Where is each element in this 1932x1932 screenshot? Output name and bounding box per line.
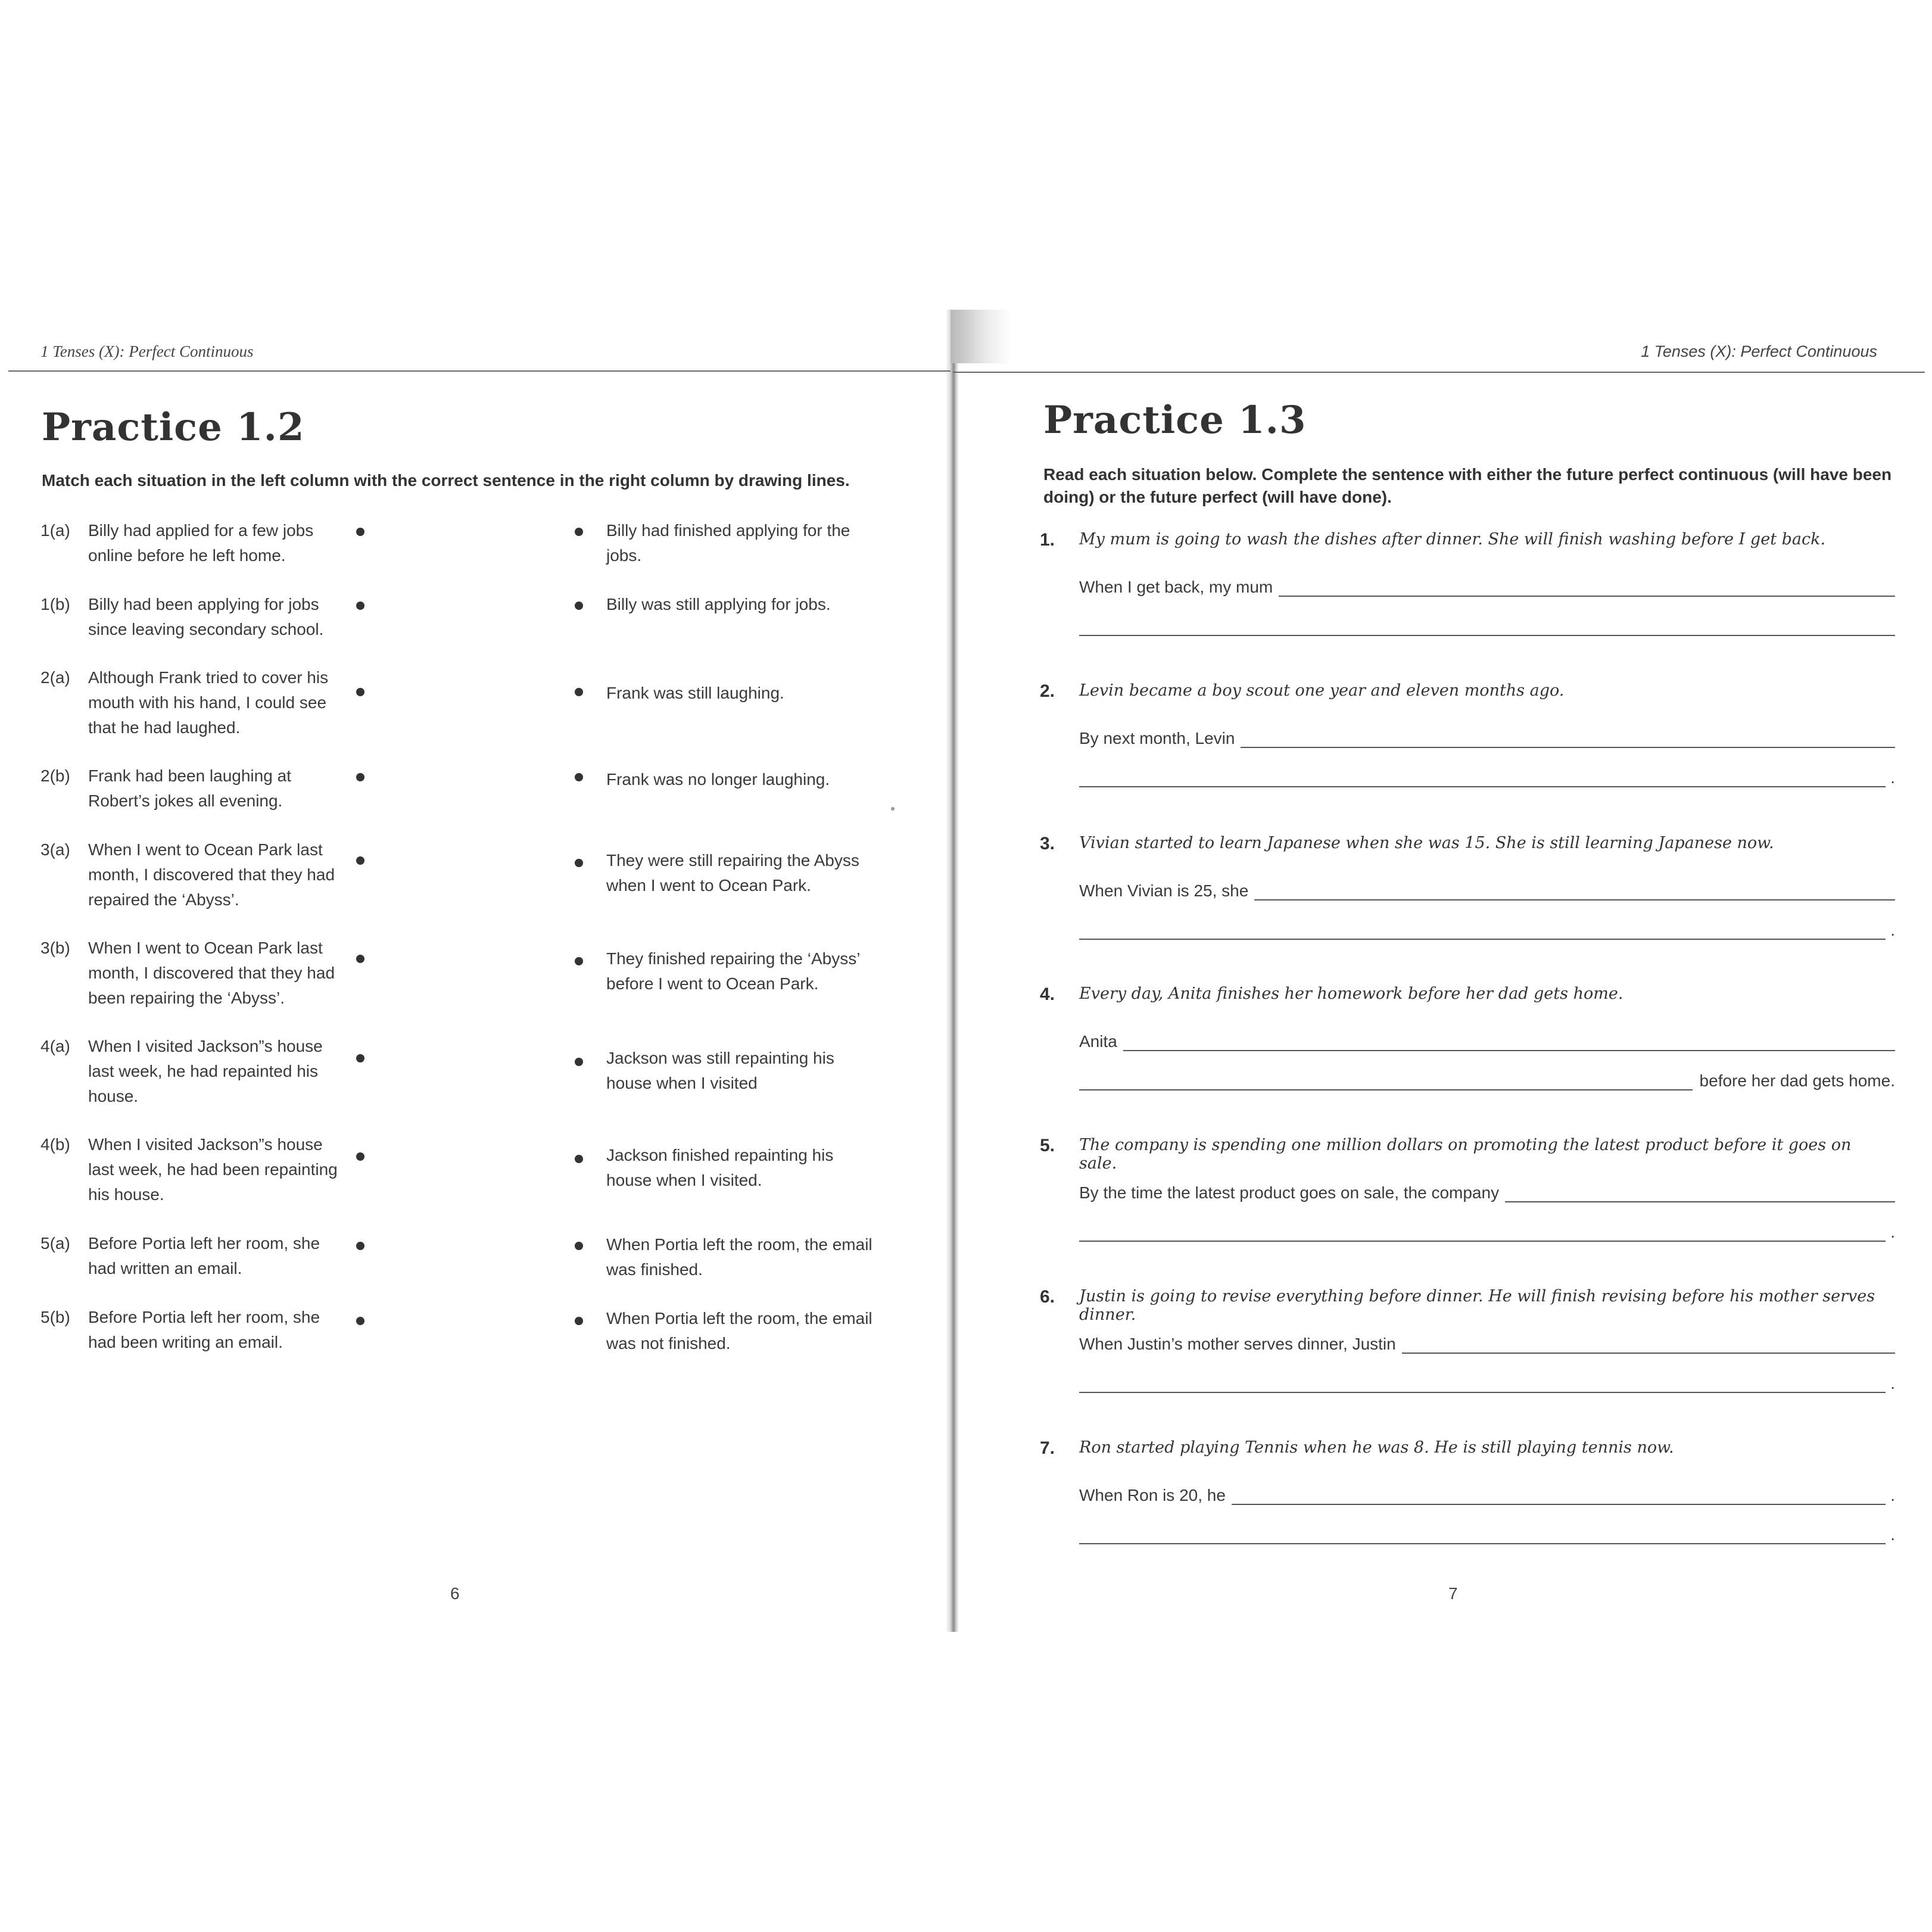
sentence-text: They were still repairing the Abyss when I went to Ocean Park. bbox=[606, 851, 859, 895]
right-dot[interactable] bbox=[575, 528, 583, 536]
answer-stem: When Ron is 20, he bbox=[1079, 1486, 1226, 1504]
situation-text: Billy had applied for a few jobs online before he left home. bbox=[88, 521, 314, 565]
answer-line bbox=[1079, 1183, 1895, 1202]
situation-label: 4(b) bbox=[40, 1135, 70, 1154]
sentence-text: They finished repairing the ‘Abyss’ before I went to Ocean Park. bbox=[606, 949, 860, 993]
answer-line bbox=[1079, 617, 1895, 636]
sentence-text: Jackson was still repainting his house when I visited bbox=[606, 1049, 834, 1092]
left-dot[interactable] bbox=[356, 1054, 364, 1062]
situation-text: Billy had been applying for jobs since leaving secondary school. bbox=[88, 595, 324, 638]
page-number: 7 bbox=[1448, 1584, 1458, 1603]
question-number: 2. bbox=[1040, 681, 1055, 701]
right-dot[interactable] bbox=[575, 859, 583, 867]
answer-blank[interactable] bbox=[1402, 1335, 1895, 1354]
practice-title: Practice 1.3 bbox=[1043, 398, 1307, 443]
page-number: 6 bbox=[450, 1584, 460, 1603]
answer-line bbox=[1079, 881, 1895, 900]
situation-label: 5(b) bbox=[40, 1308, 70, 1326]
scan-speck bbox=[891, 807, 895, 811]
answer-blank[interactable] bbox=[1079, 921, 1886, 940]
header-rule bbox=[953, 372, 1925, 373]
answer-blank[interactable] bbox=[1279, 578, 1895, 597]
answer-blank[interactable] bbox=[1079, 617, 1895, 636]
situation-text: My mum is going to wash the dishes after dinner. She will finish washing before I get back. bbox=[1079, 530, 1826, 549]
situation-text: Vivian started to learn Japanese when she was 15. She is still learning Japanese now. bbox=[1079, 834, 1774, 852]
answer-stem: By next month, Levin bbox=[1079, 729, 1235, 747]
situation-text: Every day, Anita finishes her homework before her dad gets home. bbox=[1079, 984, 1623, 1003]
answer-blank[interactable] bbox=[1123, 1032, 1895, 1051]
situation-text: Frank had been laughing at Robert’s jokes all evening. bbox=[88, 766, 291, 810]
sentence-text: Billy was still applying for jobs. bbox=[606, 595, 831, 613]
answer-blank[interactable] bbox=[1079, 1525, 1886, 1544]
situation-text: When I went to Ocean Park last month, I discovered that they had been repairing the ‘Abyss’. bbox=[88, 939, 335, 1007]
answer-line bbox=[1079, 1335, 1895, 1354]
answer-line bbox=[1079, 921, 1895, 940]
left-dot[interactable] bbox=[356, 602, 364, 610]
question-number: 7. bbox=[1040, 1438, 1055, 1458]
answer-stem: When Justin’s mother serves dinner, Justin bbox=[1079, 1335, 1396, 1353]
situation-label: 1(b) bbox=[40, 595, 70, 613]
answer-line bbox=[1079, 1223, 1895, 1242]
answer-stem: By the time the latest product goes on sale, the company bbox=[1079, 1183, 1500, 1202]
answer-blank[interactable] bbox=[1079, 768, 1886, 787]
answer-line bbox=[1079, 1032, 1895, 1051]
right-dot[interactable] bbox=[575, 1058, 583, 1066]
answer-line bbox=[1079, 768, 1895, 787]
answer-blank[interactable] bbox=[1079, 1071, 1693, 1090]
right-dot[interactable] bbox=[575, 957, 583, 965]
instruction: Read each situation below. Complete the sentence with either the future perfect continuous (will have been doing) or the future perfect (will have done). bbox=[1043, 465, 1892, 506]
sentence-text: When Portia left the room, the email was not finished. bbox=[606, 1309, 872, 1353]
answer-stem: When I get back, my mum bbox=[1079, 578, 1273, 596]
situation-label: 1(a) bbox=[40, 521, 70, 540]
situation-text: Although Frank tried to cover his mouth with his hand, I could see that he had laughed. bbox=[88, 668, 329, 737]
right-dot[interactable] bbox=[575, 602, 583, 610]
running-head: 1 Tenses (X): Perfect Continuous bbox=[40, 342, 254, 360]
instruction: Match each situation in the left column with the correct sentence in the right column by drawing lines. bbox=[42, 471, 850, 490]
situation-text: When I went to Ocean Park last month, I discovered that they had repaired the ‘Abyss’. bbox=[88, 840, 335, 909]
sentence-text: When Portia left the room, the email was finished. bbox=[606, 1235, 872, 1279]
question-number: 3. bbox=[1040, 834, 1055, 853]
left-dot[interactable] bbox=[356, 688, 364, 696]
left-dot[interactable] bbox=[356, 773, 364, 781]
answer-line bbox=[1079, 1374, 1895, 1393]
situation-label: 3(b) bbox=[40, 939, 70, 957]
situation-text: Before Portia left her room, she had been writing an email. bbox=[88, 1308, 320, 1351]
answer-line bbox=[1079, 578, 1895, 597]
running-head: 1 Tenses (X): Perfect Continuous bbox=[1641, 342, 1877, 360]
right-dot[interactable] bbox=[575, 773, 583, 781]
answer-line bbox=[1079, 1525, 1895, 1544]
left-dot[interactable] bbox=[356, 528, 364, 536]
left-dot[interactable] bbox=[356, 856, 364, 865]
book-spread bbox=[0, 304, 1932, 1632]
situation-label: 2(a) bbox=[40, 668, 70, 687]
left-dot[interactable] bbox=[356, 1242, 364, 1250]
sentence-text: Frank was still laughing. bbox=[606, 684, 784, 702]
question-number: 4. bbox=[1040, 984, 1055, 1004]
practice-title: Practice 1.2 bbox=[42, 405, 305, 450]
right-dot[interactable] bbox=[575, 1317, 583, 1325]
answer-blank[interactable] bbox=[1254, 881, 1895, 900]
answer-stem: Anita bbox=[1079, 1032, 1117, 1051]
answer-stem: When Vivian is 25, she bbox=[1079, 881, 1249, 900]
right-dot[interactable] bbox=[575, 1155, 583, 1163]
question-number: 6. bbox=[1040, 1287, 1055, 1307]
situation-label: 2(b) bbox=[40, 766, 70, 785]
line-end: . bbox=[1890, 1374, 1895, 1392]
situation-text: Ron started playing Tennis when he was 8. He is still playing tennis now. bbox=[1079, 1438, 1674, 1457]
answer-line bbox=[1079, 729, 1895, 748]
situation-label: 3(a) bbox=[40, 840, 70, 859]
sentence-text: Jackson finished repainting his house when I visited. bbox=[606, 1146, 834, 1189]
line-end: . bbox=[1890, 1486, 1895, 1504]
answer-line bbox=[1079, 1071, 1895, 1090]
left-dot[interactable] bbox=[356, 1152, 364, 1161]
line-end: . bbox=[1890, 1223, 1895, 1241]
situation-text: When I visited Jackson”s house last week, he had repainted his house. bbox=[88, 1037, 323, 1105]
sentence-text: Billy had finished applying for the jobs. bbox=[606, 521, 850, 565]
question-number: 5. bbox=[1040, 1136, 1055, 1155]
line-end: . bbox=[1890, 921, 1895, 939]
answer-blank[interactable] bbox=[1079, 1223, 1886, 1242]
situation-text: When I visited Jackson”s house last week, he had been repainting his house. bbox=[88, 1135, 338, 1204]
line-end: before her dad gets home. bbox=[1699, 1071, 1895, 1090]
question-number: 1. bbox=[1040, 530, 1055, 550]
line-end: . bbox=[1890, 1525, 1895, 1544]
sentence-text: Frank was no longer laughing. bbox=[606, 770, 830, 789]
situation-label: 5(a) bbox=[40, 1234, 70, 1252]
answer-line bbox=[1079, 1486, 1895, 1505]
situation-label: 4(a) bbox=[40, 1037, 70, 1055]
left-dot[interactable] bbox=[356, 1317, 364, 1325]
situation-text: Before Portia left her room, she had written an email. bbox=[88, 1234, 320, 1277]
right-dot[interactable] bbox=[575, 688, 583, 696]
situation-text: Levin became a boy scout one year and eleven months ago. bbox=[1079, 681, 1565, 700]
right-dot[interactable] bbox=[575, 1242, 583, 1250]
situation-text: The company is spending one million dollars on promoting the latest product before it goes on sale. bbox=[1079, 1136, 1852, 1173]
answer-blank[interactable] bbox=[1505, 1183, 1895, 1202]
line-end: . bbox=[1890, 768, 1895, 787]
header-rule bbox=[8, 370, 951, 372]
page-6 bbox=[0, 304, 951, 1632]
page-7 bbox=[953, 304, 1932, 1632]
answer-blank[interactable] bbox=[1232, 1486, 1886, 1505]
left-dot[interactable] bbox=[356, 955, 364, 963]
situation-text: Justin is going to revise everything before dinner. He will finish revising before his mother serves dinner. bbox=[1079, 1287, 1875, 1324]
answer-blank[interactable] bbox=[1241, 729, 1895, 748]
answer-blank[interactable] bbox=[1079, 1374, 1886, 1393]
